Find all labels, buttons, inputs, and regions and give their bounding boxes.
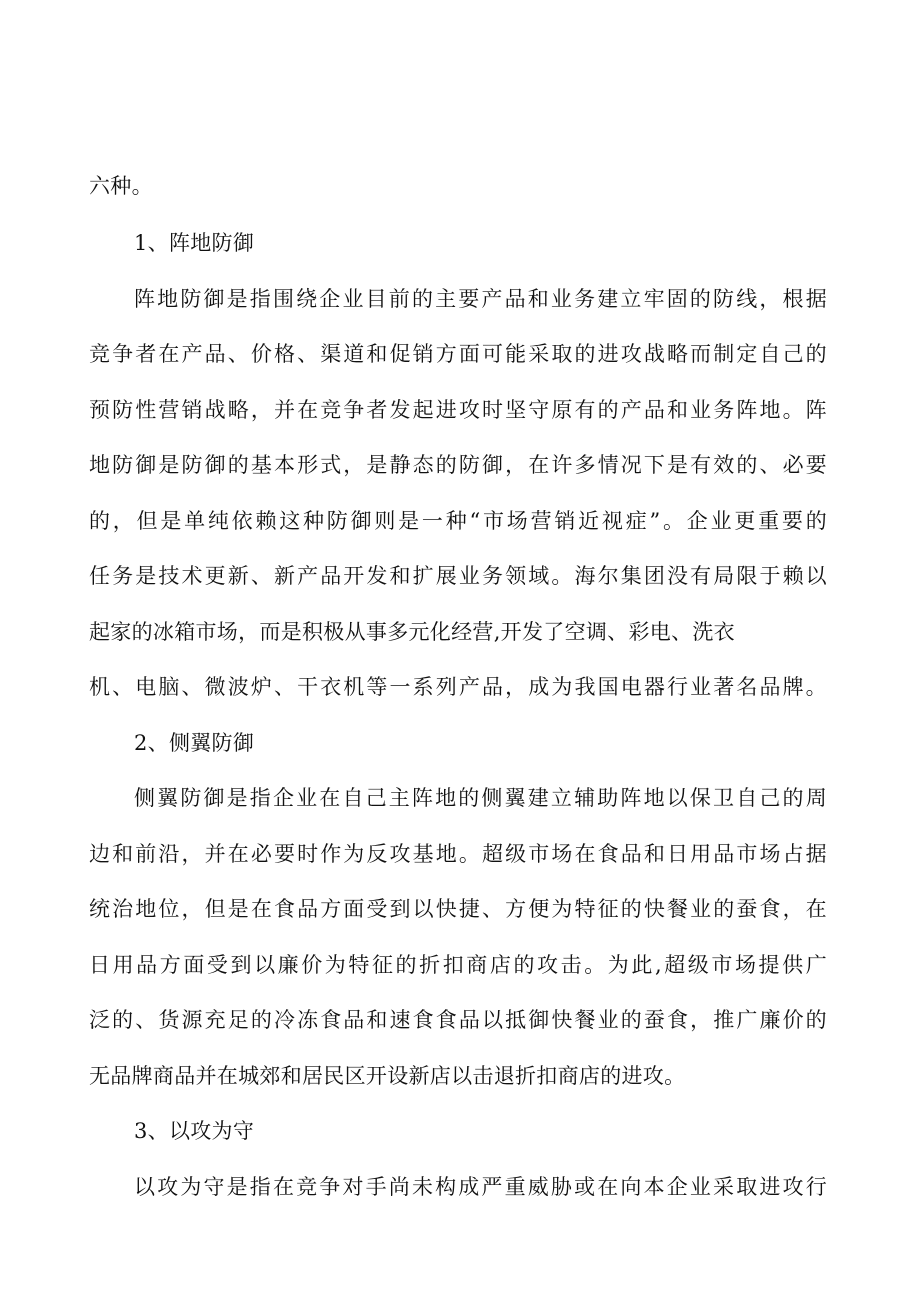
paragraph-line: 统治地位，但是在食品方面受到以快捷、方便为特征的快餐业的蚕食，在 [89,897,827,921]
section-heading-3: 3、以攻为守 [134,1119,255,1143]
paragraph-line: 泛的、货源充足的冷冻食品和速食食品以抵御快餐业的蚕食，推广廉价的 [89,1008,827,1032]
paragraph-line: 任务是技术更新、新产品开发和扩展业务领域。海尔集团没有局限于赖以 [89,564,827,588]
section-heading-1: 1、阵地防御 [134,231,255,255]
paragraph-line: 的，但是单纯依赖这种防御则是一种“市场营销近视症”。企业更重要的 [89,509,827,533]
paragraph-line: 起家的冰箱市场，而是积极从事多元化经营,开发了空调、彩电、洗衣 [89,620,735,644]
paragraph-line: 以攻为守是指在竞争对手尚未构成严重威胁或在向本企业采取进攻行 [134,1175,827,1199]
paragraph-line: 边和前沿，并在必要时作为反攻基地。超级市场在食品和日用品市场占据 [89,842,827,866]
paragraph-line: 竞争者在产品、价格、渠道和促销方面可能采取的进攻战略而制定自己的 [89,342,827,366]
section-heading-2: 2、侧翼防御 [134,731,255,755]
paragraph-line: 侧翼防御是指企业在自己主阵地的侧翼建立辅助阵地以保卫自己的周 [134,786,827,810]
paragraph-line: 地防御是防御的基本形式，是静态的防御，在许多情况下是有效的、必要 [89,453,827,477]
paragraph-line: 日用品方面受到以廉价为特征的折扣商店的攻击。为此,超级市场提供广 [89,953,827,977]
paragraph-line: 机、电脑、微波炉、干衣机等一系列产品，成为我国电器行业著名品牌。 [89,675,827,699]
paragraph-line: 六种。 [89,174,153,198]
paragraph-line: 无品牌商品并在城郊和居民区开设新店以击退折扣商店的进攻。 [89,1064,686,1088]
paragraph-line: 阵地防御是指围绕企业目前的主要产品和业务建立牢固的防线，根据 [134,287,827,311]
paragraph-line: 预防性营销战略，并在竞争者发起进攻时坚守原有的产品和业务阵地。阵 [89,398,827,422]
